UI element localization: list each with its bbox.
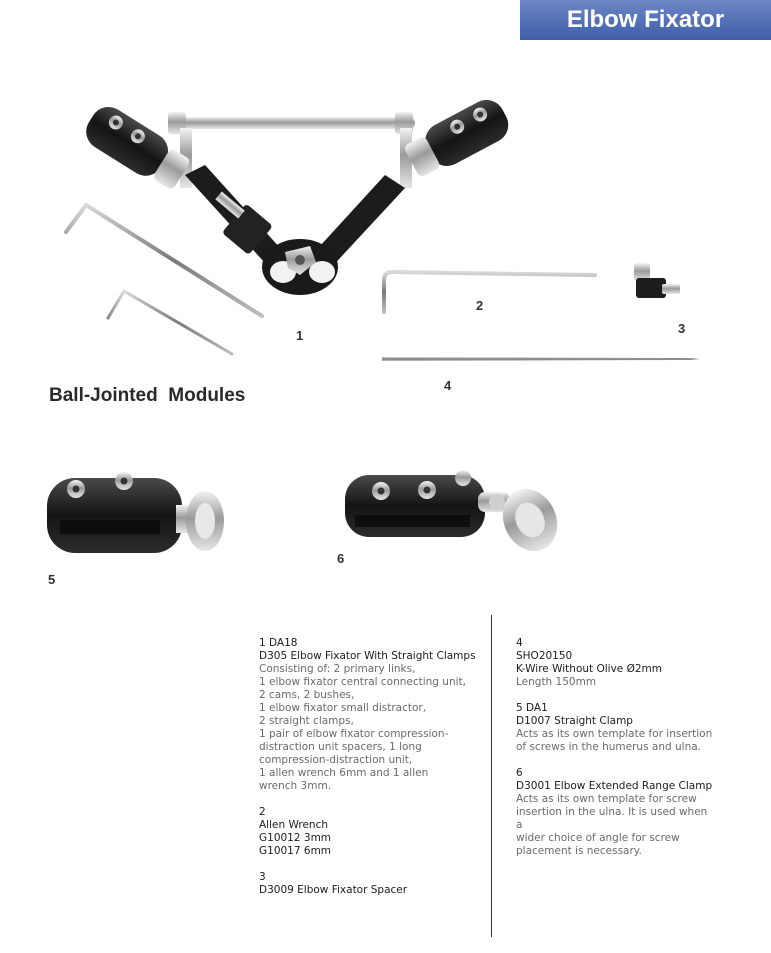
product-entry-1 <box>259 637 481 793</box>
item-code: G10017 <box>259 845 301 857</box>
item-size: 3mm <box>303 832 332 844</box>
item-number: 1 DA18 <box>259 637 298 649</box>
allen-wrench-image <box>384 272 595 312</box>
fixator-spacer-image <box>634 263 680 298</box>
product-entry-4 <box>516 637 716 689</box>
description-line: 1 elbow fixator small distractor, <box>259 702 427 714</box>
item-name: Elbow Extended Range Clamp <box>554 780 713 792</box>
item-description: Length 150mm <box>516 676 597 688</box>
item-variant <box>259 845 481 858</box>
item-title <box>259 884 481 897</box>
item-number: 4 <box>516 637 523 649</box>
item-number: 2 <box>259 806 266 818</box>
description-line: distraction unit spacers, 1 long <box>259 741 422 753</box>
extended-range-clamp-image <box>345 470 567 560</box>
description-line: 1 allen wrench 6mm and 1 allen <box>259 767 429 779</box>
item-title <box>516 715 716 728</box>
straight-clamp-image <box>47 472 224 553</box>
item-code: D1007 <box>516 715 551 727</box>
description-line: compression-distraction unit, <box>259 754 413 766</box>
figure-number-5: 5 <box>48 572 56 587</box>
description-line: insertion in the ulna. It is used when a <box>516 806 708 831</box>
item-name: Allen Wrench <box>259 819 329 831</box>
item-code: SHO20150 <box>516 650 573 662</box>
product-entry-6 <box>516 767 716 858</box>
figure-number-3: 3 <box>678 321 686 336</box>
item-variant <box>259 832 481 845</box>
description-line: wider choice of angle for screw <box>516 832 680 844</box>
description-line: 1 pair of elbow fixator compression- <box>259 728 449 740</box>
item-size: 6mm <box>303 845 332 857</box>
product-list-right <box>516 637 716 871</box>
description-line: Acts as its own template for screw <box>516 793 697 805</box>
description-line: 1 elbow fixator central connecting unit, <box>259 676 466 688</box>
description-line: placement is necessary. <box>516 845 642 857</box>
description-line: Consisting of: 2 primary links, <box>259 663 416 675</box>
item-name: K-Wire Without Olive Ø2mm <box>516 663 662 675</box>
description-line: 2 cams, 2 bushes, <box>259 689 355 701</box>
figure-number-2: 2 <box>476 298 484 313</box>
section-title: Ball-Jointed Modules <box>49 385 246 406</box>
figure-number-1: 1 <box>296 328 304 343</box>
k-wire-image <box>382 357 700 361</box>
item-name: Elbow Fixator Spacer <box>297 884 408 896</box>
product-entry-2 <box>259 806 481 858</box>
description-line: 2 straight clamps, <box>259 715 354 727</box>
description-line: wrench 3mm. <box>259 780 332 792</box>
description-line: Acts as its own template for insertion <box>516 728 713 740</box>
figure-number-6: 6 <box>337 551 345 566</box>
figure-number-4: 4 <box>444 378 452 393</box>
column-divider <box>491 615 492 937</box>
item-description <box>259 663 481 793</box>
product-entry-5 <box>516 702 716 754</box>
item-code: G10012 <box>259 832 301 844</box>
item-code: D3009 <box>259 884 294 896</box>
item-code: D3001 <box>516 780 551 792</box>
item-title <box>516 780 716 793</box>
product-list-left <box>259 637 481 910</box>
description-line: of screws in the humerus and ulna. <box>516 741 701 753</box>
page-title: Elbow Fixator <box>520 0 771 40</box>
item-number: 5 DA1 <box>516 702 548 714</box>
product-entry-3 <box>259 871 481 897</box>
elbow-fixator-assembly-image <box>66 94 515 354</box>
item-number: 3 <box>259 871 266 883</box>
item-title <box>259 650 481 663</box>
item-name: Elbow Fixator With Straight Clamps <box>290 650 476 662</box>
item-code: D305 <box>259 650 288 662</box>
item-number: 6 <box>516 767 523 779</box>
item-name: Straight Clamp <box>554 715 633 727</box>
